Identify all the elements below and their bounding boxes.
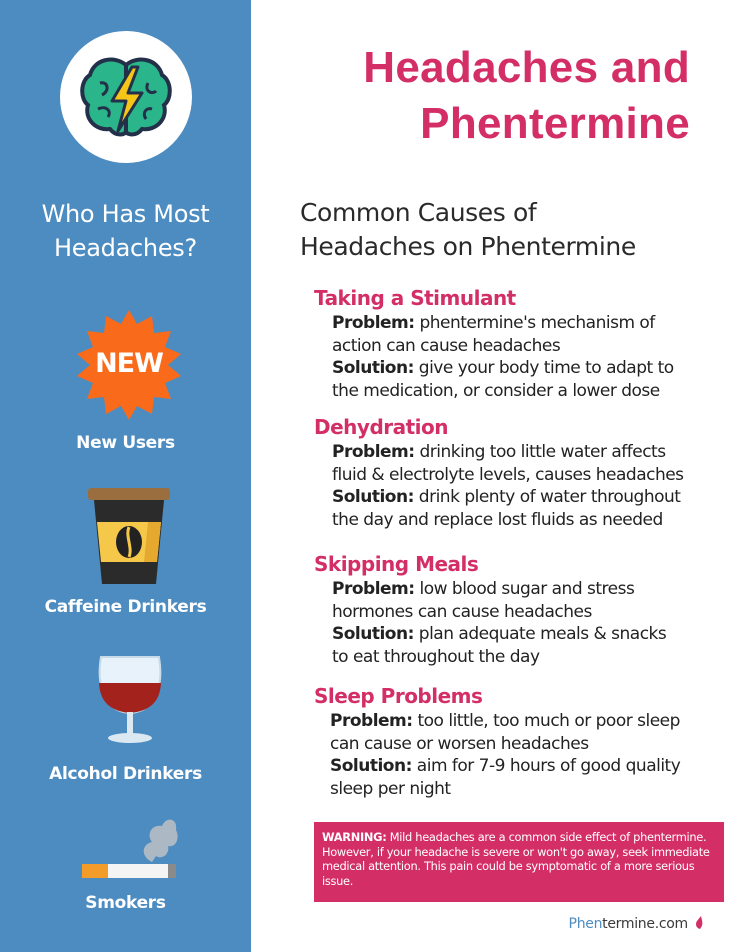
sidebar-title-line1: Who Has Most	[41, 200, 210, 228]
solution-label: Solution:	[332, 487, 414, 507]
solution-text-line1: plan adequate meals & snacks	[418, 624, 667, 644]
droplet-icon	[694, 916, 704, 930]
new-badge-icon	[74, 310, 184, 420]
brand-part2: termine	[602, 916, 655, 932]
problem-text-line1: phentermine's mechanism of	[419, 313, 655, 333]
problem-text-line2: hormones can cause headaches	[332, 601, 592, 622]
sidebar	[0, 0, 251, 952]
cause-title: Dehydration	[314, 415, 449, 439]
solution-label: Solution:	[332, 624, 414, 644]
problem-label: Problem:	[330, 711, 413, 731]
cause-solution	[332, 357, 734, 402]
cause-taking-a-stimulant	[314, 284, 734, 402]
subtitle-line2: Headaches on Phentermine	[300, 232, 636, 261]
problem-label: Problem:	[332, 442, 415, 462]
solution-label: Solution:	[330, 756, 412, 776]
warning-text: Mild headaches are a common side effect of phentermine. However, if your headache is severe or won't go away, seek immediate medical attention. This pain could be symptomatic of a more serious issue.	[322, 830, 710, 888]
new-badge-text: NEW	[95, 348, 163, 379]
group-label-new-users: New Users	[76, 433, 175, 453]
cause-title: Taking a Stimulant	[314, 286, 516, 310]
problem-text-line2: can cause or worsen headaches	[330, 733, 589, 754]
solution-text-line2: the medication, or consider a lower dose	[332, 380, 660, 401]
cause-problem	[332, 578, 734, 623]
wine-glass-icon	[95, 653, 165, 745]
cause-skipping-meals	[314, 550, 734, 668]
solution-text-line1: aim for 7-9 hours of good quality	[416, 756, 681, 776]
problem-text-line2: fluid & electrolyte levels, causes headaches	[332, 464, 684, 485]
problem-text-line1: drinking too little water affects	[419, 442, 666, 462]
problem-label: Problem:	[332, 313, 415, 333]
brain-lightning-icon	[78, 53, 174, 143]
warning-box	[314, 822, 724, 902]
subtitle-line1: Common Causes of	[300, 198, 537, 227]
group-label-alcohol-drinkers: Alcohol Drinkers	[49, 764, 202, 784]
cause-problem	[332, 312, 734, 357]
brand-part3: .com	[654, 916, 688, 932]
page-title-line1: Headaches and	[363, 43, 690, 92]
problem-text-line1: too little, too much or poor sleep	[417, 711, 680, 731]
section-subtitle	[300, 196, 720, 264]
solution-text-line2: sleep per night	[330, 778, 451, 799]
cause-title: Sleep Problems	[314, 684, 483, 708]
solution-text-line2: to eat throughout the day	[332, 646, 540, 667]
cause-sleep-problems	[314, 682, 734, 800]
coffee-cup-icon	[84, 486, 174, 586]
problem-label: Problem:	[332, 579, 415, 599]
solution-text-line1: give your body time to adapt to	[418, 358, 674, 378]
problem-text-line2: action can cause headaches	[332, 335, 561, 356]
group-label-smokers: Smokers	[85, 893, 166, 913]
page-title	[363, 40, 690, 152]
solution-label: Solution:	[332, 358, 414, 378]
logo-circle	[60, 31, 192, 163]
problem-text-line1: low blood sugar and stress	[419, 579, 635, 599]
sidebar-title-line2: Headaches?	[54, 234, 197, 262]
brand-logo	[569, 916, 704, 932]
cause-solution	[332, 486, 734, 531]
solution-text-line2: the day and replace lost fluids as needed	[332, 509, 663, 530]
cause-problem	[330, 710, 734, 755]
sidebar-title	[0, 197, 251, 265]
page-title-line2: Phentermine	[420, 99, 690, 148]
cause-solution	[330, 755, 734, 800]
cause-dehydration	[314, 413, 734, 531]
brand-part1: Phen	[568, 916, 603, 932]
group-label-caffeine-drinkers: Caffeine Drinkers	[44, 597, 207, 617]
solution-text-line1: drink plenty of water throughout	[418, 487, 681, 507]
cause-solution	[332, 623, 734, 668]
warning-label: WARNING:	[322, 830, 387, 844]
cigarette-icon	[80, 812, 180, 882]
cause-problem	[332, 441, 734, 486]
cause-title: Skipping Meals	[314, 552, 479, 576]
